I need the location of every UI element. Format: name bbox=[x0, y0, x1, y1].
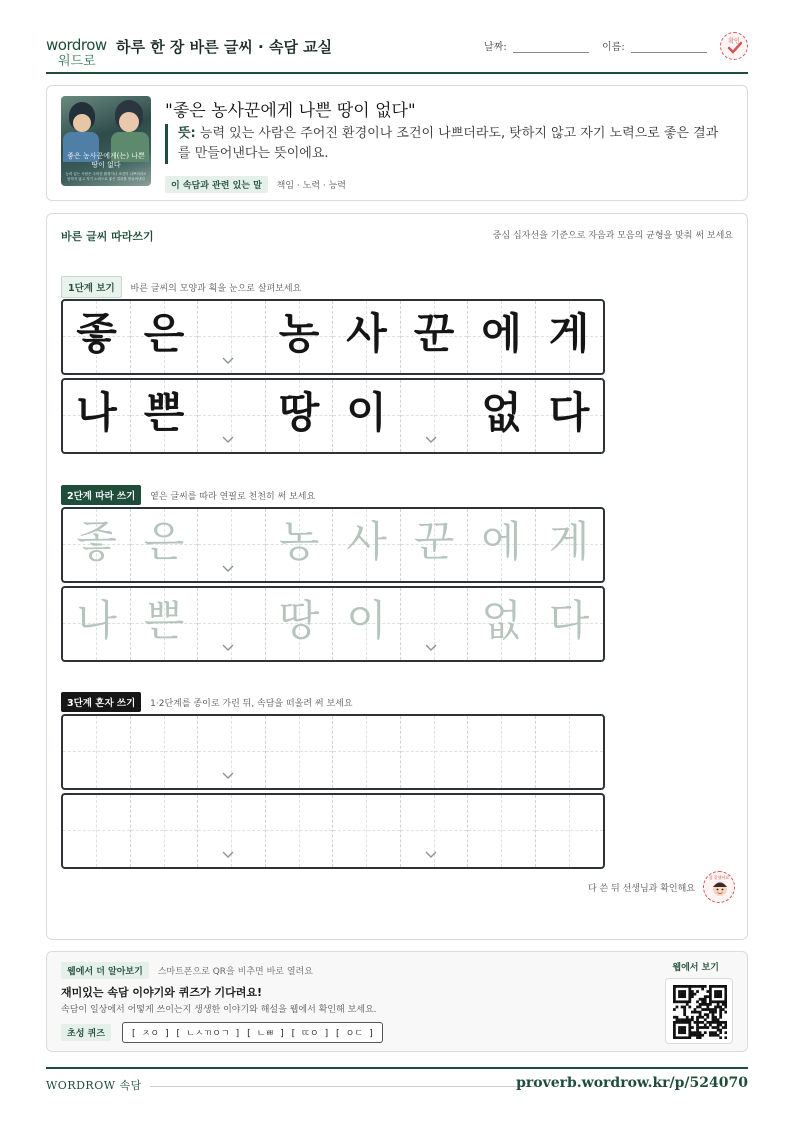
logo-text-top: wordrow bbox=[46, 36, 107, 54]
grid-cell bbox=[131, 301, 199, 373]
space-mark-icon bbox=[222, 642, 234, 654]
grid-cell[interactable] bbox=[198, 588, 266, 660]
more-desc: 속담이 일상에서 어떻게 쓰이는지 생생한 이야기와 해설을 웹에서 확인해 보세요. bbox=[61, 1005, 377, 1015]
grid-cell[interactable] bbox=[131, 795, 199, 867]
glyph: 나 bbox=[76, 388, 117, 437]
grid-cell bbox=[63, 380, 131, 452]
grid-cell[interactable] bbox=[468, 509, 536, 581]
stamp-label: 확인 bbox=[728, 38, 740, 45]
grid-cell bbox=[401, 380, 469, 452]
quiz-label: 초성 퀴즈 bbox=[61, 1024, 111, 1041]
glyph: 쁜 bbox=[143, 388, 185, 437]
grid-cell bbox=[131, 380, 199, 452]
space-mark-icon bbox=[222, 770, 234, 782]
grid-cell[interactable] bbox=[63, 588, 131, 660]
meaning-label: 뜻: bbox=[178, 126, 196, 141]
grid-cell bbox=[468, 380, 536, 452]
glyph: 농 bbox=[278, 517, 320, 566]
space-mark-icon bbox=[425, 849, 437, 861]
more-tag-row bbox=[61, 962, 313, 979]
grid-cell[interactable] bbox=[266, 588, 334, 660]
grid-cell[interactable] bbox=[63, 509, 131, 581]
chosung-quiz bbox=[61, 1022, 383, 1043]
illustration-caption: 좋은 농사꾼에게(는) 나쁜 땅이 없다 bbox=[67, 152, 145, 169]
step3-badge: 3단계 혼자 쓰기 bbox=[61, 692, 141, 712]
glyph: 에 bbox=[481, 517, 522, 566]
practice-section bbox=[46, 213, 748, 940]
glyph: 게 bbox=[548, 517, 590, 566]
grid-cell bbox=[401, 301, 469, 373]
proverb-card bbox=[46, 85, 748, 201]
grid-cell bbox=[333, 301, 401, 373]
glyph: 없 bbox=[481, 388, 522, 437]
step3-header bbox=[61, 692, 353, 712]
step2-desc: 옅은 글씨를 따라 연필로 천천히 써 보세요 bbox=[150, 492, 316, 502]
check-stamp-icon bbox=[720, 32, 748, 60]
grid-cell[interactable] bbox=[401, 588, 469, 660]
grid-cell[interactable] bbox=[266, 509, 334, 581]
grid-cell[interactable] bbox=[198, 795, 266, 867]
quiz-chips: [ ㅈㅇ ] [ ㄴㅅㄲㅇㄱ ] [ ㄴㅃ ] [ ㄸㅇ ] [ ㅇㄷ ] bbox=[122, 1022, 383, 1043]
grid-cell[interactable] bbox=[63, 795, 131, 867]
glyph: 이 bbox=[346, 596, 387, 645]
grid-cell[interactable] bbox=[198, 509, 266, 581]
glyph: 다 bbox=[548, 596, 590, 645]
grid-cell[interactable] bbox=[131, 588, 199, 660]
view-row-2 bbox=[61, 378, 605, 454]
related-label: 이 속담과 관련 있는 말 bbox=[165, 176, 268, 193]
space-mark-icon bbox=[222, 434, 234, 446]
grid-cell[interactable] bbox=[401, 716, 469, 788]
related-list: 책임 · 노력 · 능력 bbox=[276, 181, 346, 191]
name-field[interactable] bbox=[602, 38, 707, 53]
glyph: 에 bbox=[481, 309, 522, 358]
glyph: 좋 bbox=[76, 517, 117, 566]
practice-note: 중심 십자선을 기준으로 자음과 모음의 균형을 맞춰 써 보세요 bbox=[492, 231, 733, 241]
free-row-2[interactable] bbox=[61, 793, 605, 869]
grid-cell[interactable] bbox=[131, 509, 199, 581]
grid-cell bbox=[536, 301, 604, 373]
grid-cell[interactable] bbox=[401, 509, 469, 581]
grid-cell[interactable] bbox=[536, 795, 604, 867]
grid-cell bbox=[198, 301, 266, 373]
name-label: 이름: bbox=[602, 42, 625, 53]
practice-title: 바른 글씨 따라쓰기 bbox=[61, 230, 154, 243]
teacher-check-text: 다 쓴 뒤 선생님과 확인해요 bbox=[587, 884, 695, 894]
glyph: 나 bbox=[76, 596, 117, 645]
proverb-meaning bbox=[165, 124, 725, 164]
grid-cell bbox=[468, 301, 536, 373]
web-view-label: 웹에서 보기 bbox=[672, 963, 719, 973]
footer-brand: WORDROW 속담 bbox=[46, 1079, 142, 1092]
more-on-web-box bbox=[46, 951, 748, 1052]
glyph: 은 bbox=[143, 517, 185, 566]
space-mark-icon bbox=[425, 642, 437, 654]
glyph: 사 bbox=[346, 517, 387, 566]
wordrow-logo bbox=[46, 34, 110, 69]
proverb-title: "좋은 농사꾼에게 나쁜 땅이 없다" bbox=[165, 101, 416, 121]
footer-divider bbox=[150, 1086, 540, 1087]
grid-cell[interactable] bbox=[333, 795, 401, 867]
grid-cell[interactable] bbox=[198, 716, 266, 788]
grid-cell bbox=[266, 380, 334, 452]
grid-cell bbox=[333, 380, 401, 452]
grid-cell[interactable] bbox=[401, 795, 469, 867]
page-footer bbox=[46, 1067, 748, 1097]
glyph: 좋 bbox=[76, 309, 117, 358]
grid-cell[interactable] bbox=[333, 588, 401, 660]
glyph: 다 bbox=[548, 388, 590, 437]
grid-cell bbox=[198, 380, 266, 452]
grid-cell[interactable] bbox=[536, 509, 604, 581]
name-line[interactable] bbox=[631, 43, 707, 53]
grid-cell bbox=[63, 301, 131, 373]
grid-cell bbox=[536, 380, 604, 452]
glyph: 쁜 bbox=[143, 596, 185, 645]
step2-badge: 2단계 따라 쓰기 bbox=[61, 485, 141, 505]
grid-cell[interactable] bbox=[266, 795, 334, 867]
grid-cell[interactable] bbox=[333, 509, 401, 581]
grid-cell[interactable] bbox=[131, 716, 199, 788]
grid-cell[interactable] bbox=[536, 588, 604, 660]
view-row-1 bbox=[61, 299, 605, 375]
illustration-subcaption: 능력 있는 사람은 주어진 환경이나 조건이 나쁘더라도 탓하지 않고 자기 노력으로 좋은 결과를 만들어낸다 bbox=[65, 172, 147, 181]
step2-header bbox=[61, 485, 315, 505]
logo-text-bottom: 워드로 bbox=[58, 54, 96, 69]
space-mark-icon bbox=[222, 563, 234, 575]
grid-cell[interactable] bbox=[63, 716, 131, 788]
step1-desc: 바른 글씨의 모양과 획을 눈으로 살펴보세요 bbox=[130, 284, 302, 294]
glyph: 이 bbox=[346, 388, 387, 437]
good-job-badge-label: 참 잘했어요 bbox=[708, 875, 730, 880]
grid-cell[interactable] bbox=[266, 716, 334, 788]
glyph: 은 bbox=[143, 309, 185, 358]
date-label: 날짜: bbox=[484, 42, 507, 53]
meaning-text: 능력 있는 사람은 주어진 환경이나 조건이 나쁘더라도, 탓하지 않고 자기 노력으로 좋은 결과를 만들어낸다는 뜻이에요. bbox=[178, 126, 719, 161]
glyph: 땅 bbox=[278, 596, 320, 645]
page-header bbox=[46, 30, 748, 74]
grid-cell[interactable] bbox=[468, 588, 536, 660]
date-field[interactable] bbox=[484, 38, 589, 53]
free-row-1[interactable] bbox=[61, 714, 605, 790]
grid-cell bbox=[266, 301, 334, 373]
glyph: 게 bbox=[548, 309, 590, 358]
proverb-illustration bbox=[61, 96, 151, 186]
glyph: 꾼 bbox=[413, 309, 455, 358]
more-tag-note: 스마트폰으로 QR을 비추면 바로 열려요 bbox=[157, 967, 313, 977]
space-mark-icon bbox=[222, 355, 234, 367]
glyph: 꾼 bbox=[413, 517, 455, 566]
grid-cell[interactable] bbox=[333, 716, 401, 788]
more-title: 재미있는 속담 이야기와 퀴즈가 기다려요! bbox=[61, 986, 262, 999]
step3-desc: 1·2단계를 종이로 가린 뒤, 속담을 떠올려 써 보세요 bbox=[150, 699, 353, 709]
more-tag: 웹에서 더 알아보기 bbox=[61, 962, 149, 979]
grid-cell[interactable] bbox=[536, 716, 604, 788]
good-job-badge-icon bbox=[703, 871, 735, 903]
qr-code-icon[interactable] bbox=[665, 978, 733, 1044]
footer-url-link[interactable]: proverb.wordrow.kr/p/524070 bbox=[516, 1075, 748, 1091]
grid-cell[interactable] bbox=[468, 795, 536, 867]
glyph: 없 bbox=[481, 596, 522, 645]
trace-row-2[interactable] bbox=[61, 586, 605, 662]
grid-cell[interactable] bbox=[468, 716, 536, 788]
space-mark-icon bbox=[425, 434, 437, 446]
trace-row-1[interactable] bbox=[61, 507, 605, 583]
glyph: 농 bbox=[278, 309, 320, 358]
related-words bbox=[165, 176, 346, 193]
glyph: 사 bbox=[346, 309, 387, 358]
glyph: 땅 bbox=[278, 388, 320, 437]
page-title: 하루 한 장 바른 글씨 · 속담 교실 bbox=[116, 38, 333, 56]
space-mark-icon bbox=[222, 849, 234, 861]
step1-header bbox=[61, 276, 301, 298]
step1-badge: 1단계 보기 bbox=[61, 276, 122, 298]
date-line[interactable] bbox=[513, 43, 589, 53]
